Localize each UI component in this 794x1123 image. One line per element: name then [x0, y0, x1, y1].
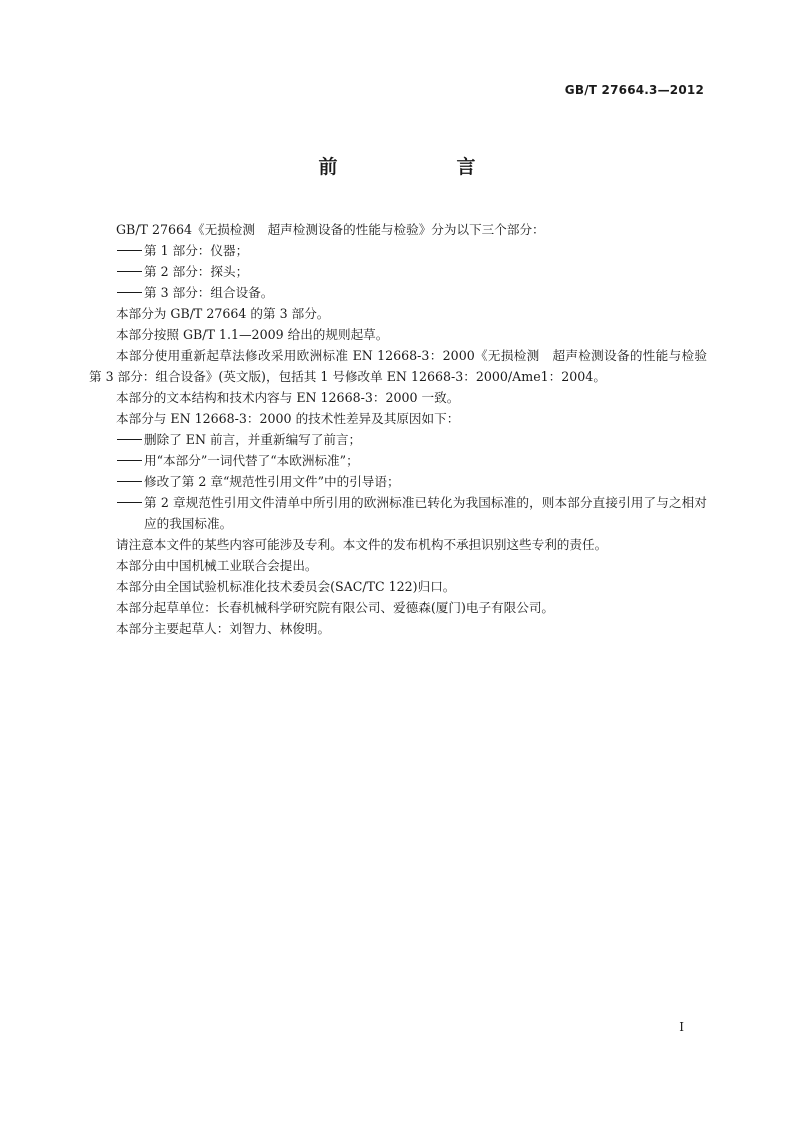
paragraph: 请注意本文件的某些内容可能涉及专利。本文件的发布机构不承担识别这些专利的责任。 [116, 537, 608, 552]
paragraph: 本部分的文本结构和技术内容与 EN 12668-3：2000 一致。 [116, 390, 460, 405]
page-number: I [679, 1020, 684, 1034]
paragraph: 本部分按照 GB/T 1.1—2009 给出的规则起草。 [116, 327, 389, 342]
list-item [89, 492, 707, 534]
list-item-text: 第 1 部分：仪器； [144, 243, 249, 258]
paragraph: 本部分由中国机械工业联合会提出。 [116, 558, 318, 573]
paragraph: 本部分由全国试验机标准化技术委员会(SAC/TC 122)归口。 [116, 579, 456, 594]
paragraph: 本部分与 EN 12668-3：2000 的技术性差异及其原因如下： [116, 411, 460, 426]
list-item [89, 240, 707, 261]
list-item-text: 第 3 部分：组合设备。 [144, 285, 274, 300]
list-item [89, 471, 707, 492]
paragraph: GB/T 27664《无损检测 超声检测设备的性能与检验》分为以下三个部分： [116, 222, 545, 237]
page-title: 前 言 [318, 156, 526, 178]
list-item-text: 删除了 EN 前言，并重新编写了前言； [144, 432, 362, 447]
list-item [89, 429, 707, 450]
list-item-text: 第 2 章规范性引用文件清单中所引用的欧洲标准已转化为我国标准的，则本部分直接引用了与之相对应的我国标准。 [144, 495, 707, 531]
paragraph: 本部分使用重新起草法修改采用欧洲标准 EN 12668-3：2000《无损检测 超声检测设备的性能与检验 第 3 部分：组合设备》(英文版)，包括其 1 号修改单 EN 12668-3：2000/Ame1：2004。 [89, 348, 720, 384]
paragraph: 本部分为 GB/T 27664 的第 3 部分。 [116, 306, 330, 321]
list-item-text: 修改了第 2 章“规范性引用文件”中的引导语； [144, 474, 400, 489]
standard-code: GB/T 27664.3—2012 [564, 83, 704, 97]
list-item-text: 用“本部分”一词代替了“本欧洲标准”； [144, 453, 359, 468]
list-item-text: 第 2 部分：探头； [144, 264, 249, 279]
list-item [89, 282, 707, 303]
list-item [89, 261, 707, 282]
paragraph: 本部分主要起草人：刘智力、林俊明。 [116, 621, 331, 636]
paragraph: 本部分起草单位：长春机械科学研究院有限公司、爱德森(厦门)电子有限公司。 [116, 600, 555, 615]
list-item [89, 450, 707, 471]
foreword-body [89, 219, 720, 639]
